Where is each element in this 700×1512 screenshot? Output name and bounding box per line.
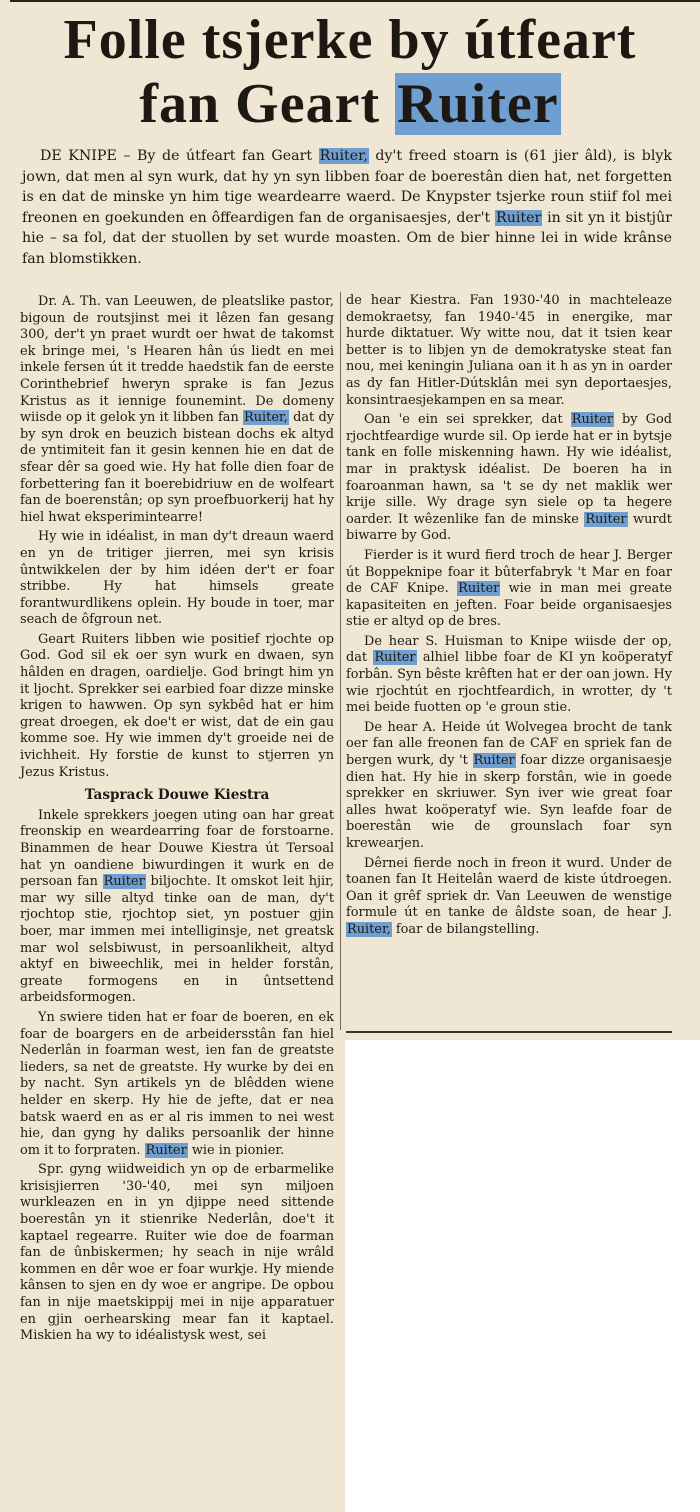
column-divider	[340, 292, 341, 1030]
search-highlight: Ruiter,	[347, 921, 391, 937]
paragraph	[346, 634, 672, 717]
search-highlight: Ruiter,	[319, 148, 368, 164]
search-highlight: Ruiter	[585, 511, 627, 527]
article-column-right	[346, 293, 672, 939]
lead-text: in sit yn it bistjûr hie – sa fol, dat der stuollen by set wurde moasten. Om de bier hinne lei in wide krânse fan blomstikken.	[22, 209, 672, 267]
text: Fierder is it wurd fierd troch de hear J. Berger út Boppeknipe foar it bûterfabryk 't Mar en foar de CAF Knipe.	[346, 547, 672, 597]
headline-line-2-prefix: fan Geart	[139, 73, 396, 135]
paragraph: Spr. gyng wiidweidich yn op de erbarmelike krisisjierren '30-'40, mei syn miljoen wurkleazen en in yn djippe need sittende boerestân yn it stienrike Nederlân, doe't it kaptael regearre. Ruiter wie doe de foarman fan de ûnbiskermen; hy seach in nije wrâld kommen en dêr woe er foar wurkje. Hy miende kânsen to sjen en dy woe er angripe. De opbou fan in nije maetskippij mei in nije apparatuer en gjin oerhearsking mear fan it kaptael. Miskien ha wy to idéalistysk west, sei	[20, 1162, 334, 1344]
search-highlight: Ruiter	[496, 209, 542, 226]
text: J.	[663, 905, 672, 921]
text: Yn swiere tiden hat er foar de boeren, en ek foar de boargers en de arbeidersstân fan hiel Nederlân in foarman west, ien fan de greatste lieders, sa net de greatste. Hy wurke by dei en by nacht. Syn artikels yn de blêdden wiene helder en skerp. Hy hie de jefte, dat er nea batsk waerd en as er al ris immen to nei west hie, dan gyng hy daliks persoanlik der hinne om it to forpraten.	[20, 1009, 334, 1158]
text: dat dy by syn drok en beuzich bistean dochs ek altyd de yntimiteit fan it gesin kennen hie en dat de sfear dêr sa goed wie. Hy hat folle dien foar de forbettering fan it boerebidriuw en de wolfeart fan de boerenstân; op syn proefbuorkerij hat hy hiel hwat eksperimintearre!	[20, 410, 334, 525]
search-highlight: Ruiter	[374, 650, 416, 666]
paragraph	[346, 720, 672, 853]
search-highlight: Ruiter	[473, 753, 515, 769]
article-headline	[0, 8, 700, 136]
paragraph	[346, 856, 672, 939]
text: wie in pionier.	[187, 1142, 285, 1158]
headline-line-2	[0, 72, 700, 136]
paragraph	[346, 412, 672, 545]
text: foar dizze organisaesje dien hat. Hy hie in skerp forstân, wie in goede sprekker en skriuwer. Syn iver wie great foar alles hwat koöperatyf wie. Syn leafde foar de boerestân wie de grounslach foar syn krewearjen.	[346, 753, 673, 851]
text: wurdt biwarre by God.	[346, 511, 672, 544]
search-highlight: Ruiter,	[244, 410, 288, 426]
text: Dêrnei fierde noch in freon it wurd. Under de toanen fan It Heitelân waerd de kiste útdroegen. Oan it grêf spriek dr. Van Leeuwen de wenstige formule út en tanke de âldste soan, de hear	[346, 855, 672, 921]
paragraph	[20, 294, 334, 526]
end-rule	[346, 1031, 672, 1033]
top-rule	[10, 0, 700, 8]
search-highlight: Ruiter	[103, 874, 145, 890]
text: foar de bilangstelling.	[391, 921, 540, 937]
paragraph: Geart Ruiters libben wie positief rjochte op God. God sil ek oer syn wurk en dwaen, syn hâlden en dragen, oardielje. God bringt him yn it ljocht. Sprekker sei earbied foar dizze minske krigen to hawwen. Op syn sykbêd hat er him great droegen, ek doe't er wist, dat de ein gau komme soe. Hy wie immen dy't groeide nei de ivichheit. Hy forstie de kunst to stjerren yn Jezus Kristus.	[20, 631, 334, 780]
text: alhiel libbe foar de KI yn koöperatyf forbân. Syn bêste krêften hat er der oan jown. Hy wie rjochtút en rjochtfeardich, in wrotter, dy 't mei beide fuotten op 'e groun stie.	[346, 650, 672, 716]
text: Oan 'e ein sei sprekker, dat	[364, 412, 571, 428]
text: Dr. A. Th. van Leeuwen, de pleatslike pastor, bigoun de routsjinst mei it lêzen fan gesang 300, der't yn praet wurdt oer hwat de takomst ek bringe mei, 's Hearen hân ús liedt en mei inkele fersen út it tredde haedstik fan de eerste Corinthebrief hweryn sprake is fan Jezus Kristus as it iennige founemint. De domeny wiisde op it gelok yn it libben fan	[20, 294, 334, 426]
article-lead	[22, 146, 672, 270]
search-highlight: Ruiter	[458, 581, 500, 597]
lead-text: DE KNIPE – By de útfeart fan Geart	[40, 148, 319, 164]
paragraph: de hear Kiestra. Fan 1930-'40 in machteleaze demokraetsy, fan 1940-'45 in energike, mar hurde diktatuer. Wy witte nou, dat it tsien kear better is to libjen yn de demokratyske steat fan nou, mei keningin Juliana oan it h as yn in oarder as dy fan Hitler-Dútsklân mei syn deportaesjes, konsintraesjekampen en sa mear.	[346, 293, 672, 408]
paragraph	[346, 548, 672, 631]
text: wie in man mei greate kapasiteiten en jeften. Foar beide organisaesjes stie er altyd op de bres.	[346, 581, 673, 630]
text: Inkele sprekkers joegen uting oan har great freonskip en weardearring foar de forstoarne. Binammen de hear Douwe Kiestra út Tersoal hat yn oandiene biwurdingen it wurk en de persoan fan	[20, 807, 334, 890]
text: De hear A. Heide út Wolvegea brocht de tank oer fan alle freonen fan de CAF en spriek fan de bergen wurk, dy 't	[346, 719, 672, 769]
text: biljochte. It omskot leit hjir, mar wy sille altyd tinke oan de man, dy't rjochtop stie, rjochtop siet, yn postuer gjin boer, mar immen mei intelliginsje, net greatsk mar wol selsbiwust, in persoanlikheit, altyd aktyf en biweechlik, mei in helder forstân, greate formogens en in ûntsettend arbeidsformogen.	[20, 874, 334, 1006]
lead-text: dy't freed stoarn is (61 jier âld), is blyk jown, dat men al syn wurk, dat hy yn syn libben foar de boerestân dien hat, net forgetten is en dat de minske yn him tige weardearre waerd. De Knypster tsjerke roun stiif fol mei freonen en goekunden en ôffeardigen fan de organisaesjes, der't	[22, 148, 672, 226]
section-subheading: Tasprack Douwe Kiestra	[84, 787, 270, 804]
paragraph: Hy wie in idéalist, in man dy't dreaun waerd en yn de tritiger jierren, mei syn krisis ûntwikkelen der by him idéen der't er foar stribbe. Hy hat himsels greate forantwurdlikens oplein. Hy boude in toer, mar seach de ôfgroun net.	[20, 529, 334, 628]
article-column-left	[20, 294, 334, 1348]
search-highlight: Ruiter	[145, 1142, 187, 1158]
paragraph	[20, 1010, 334, 1159]
text: by God rjochtfeardige wurde sil. Op ierde hat er in bytsje tank en folle miskenning hawn. Hy wie idéalist, mar in praktysk idéalist. De boeren ha in foaroanman hawn, sa 't se dy net maklik wer krije sille. Wy drage syn siele op ta hegere oarder. It wêzenlike fan de minske	[346, 412, 672, 527]
search-highlight: Ruiter	[397, 73, 559, 135]
text: De hear S. Huisman to Knipe wiisde der op, dat	[346, 633, 672, 666]
headline-line-1: Folle tsjerke by útfeart	[63, 9, 637, 71]
search-highlight: Ruiter	[571, 412, 613, 428]
paragraph	[20, 808, 334, 1007]
